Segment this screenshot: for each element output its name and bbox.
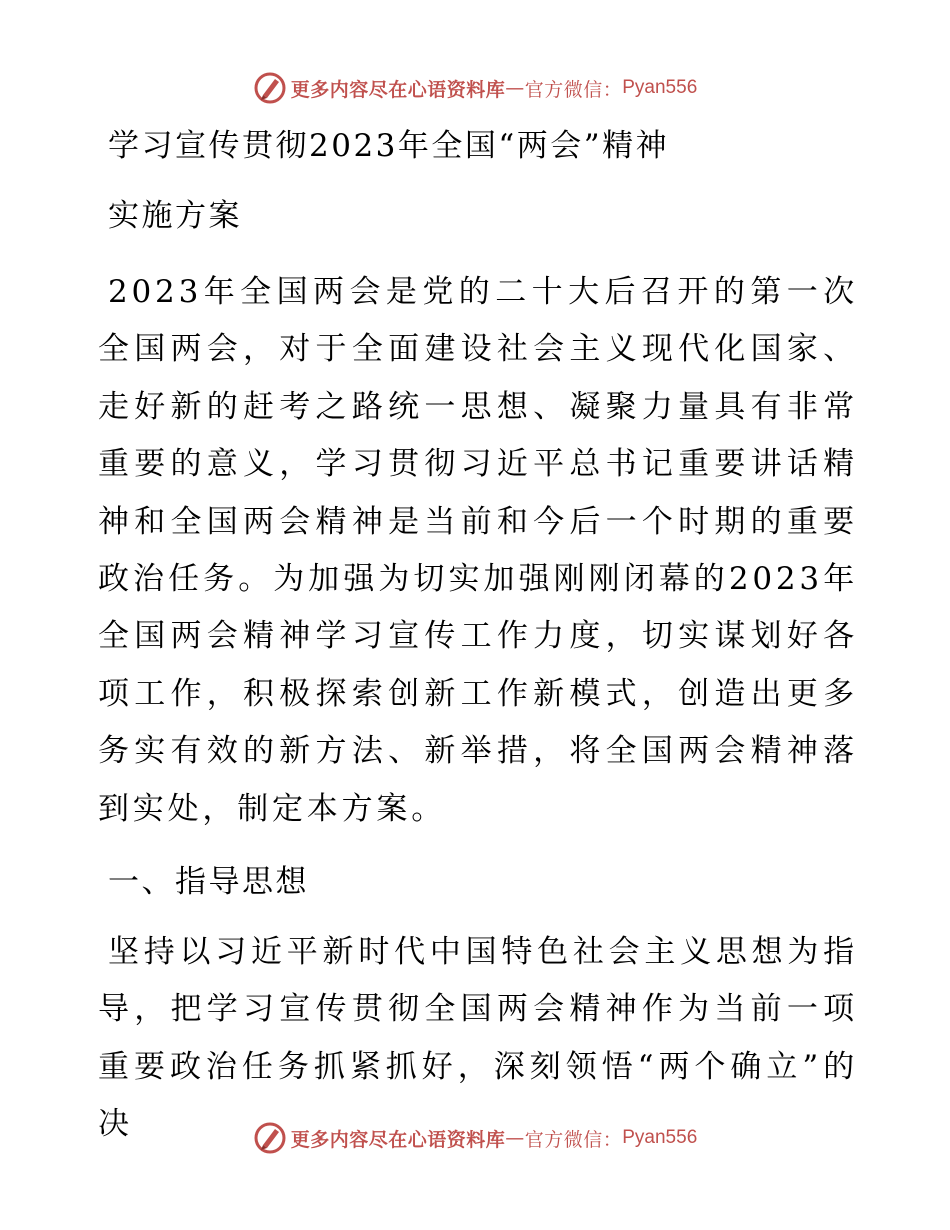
watermark-official-label: 官方微信： [524, 1128, 623, 1151]
watermark-official-label: 官方微信： [524, 78, 623, 101]
intro-paragraph: 2023年全国两会是党的二十大后召开的第一次全国两会，对于全面建设社会主义现代化国家、走好新的赶考之路统一思想、凝聚力量具有非常重要的意义，学习贯彻习近平总书记重要讲话精神和全国两会精神是当前和今后一个时期的重要政治任务。为加强为切实加强刚刚闭幕的2023年全国两会精神学习宣传工作力度，切实谋划好各项工作，积极探索创新工作新模式，创造出更多务实有效的新方法、新举措，将全国两会精神落到实处，制定本方案。 [98, 274, 858, 827]
watermark-separator: — [505, 77, 525, 99]
section-paragraph: 坚持以习近平新时代中国特色社会主义思想为指导，把学习宣传贯彻全国两会精神作为当前一项重要政治任务抓紧抓好，深刻领悟“两个确立”的决 [98, 934, 858, 1143]
document-body [98, 122, 858, 1154]
watermark-text: 更多内容尽在心语资料库 [290, 1128, 506, 1151]
watermark-footer [0, 1118, 950, 1158]
section-heading: 一、指导思想 [108, 864, 309, 901]
watermark-separator: — [505, 1127, 525, 1149]
watermark-wechat-id: Pyan556 [622, 77, 698, 98]
watermark-header [0, 68, 950, 108]
watermark-text: 更多内容尽在心语资料库 [290, 78, 506, 101]
document-title: 学习宣传贯彻2023年全国“两会”精神 [108, 128, 670, 164]
document-subtitle: 实施方案 [108, 198, 242, 234]
watermark-wechat-id: Pyan556 [622, 1127, 698, 1148]
pen-logo-icon [253, 1121, 287, 1155]
pen-logo-icon [253, 71, 287, 105]
